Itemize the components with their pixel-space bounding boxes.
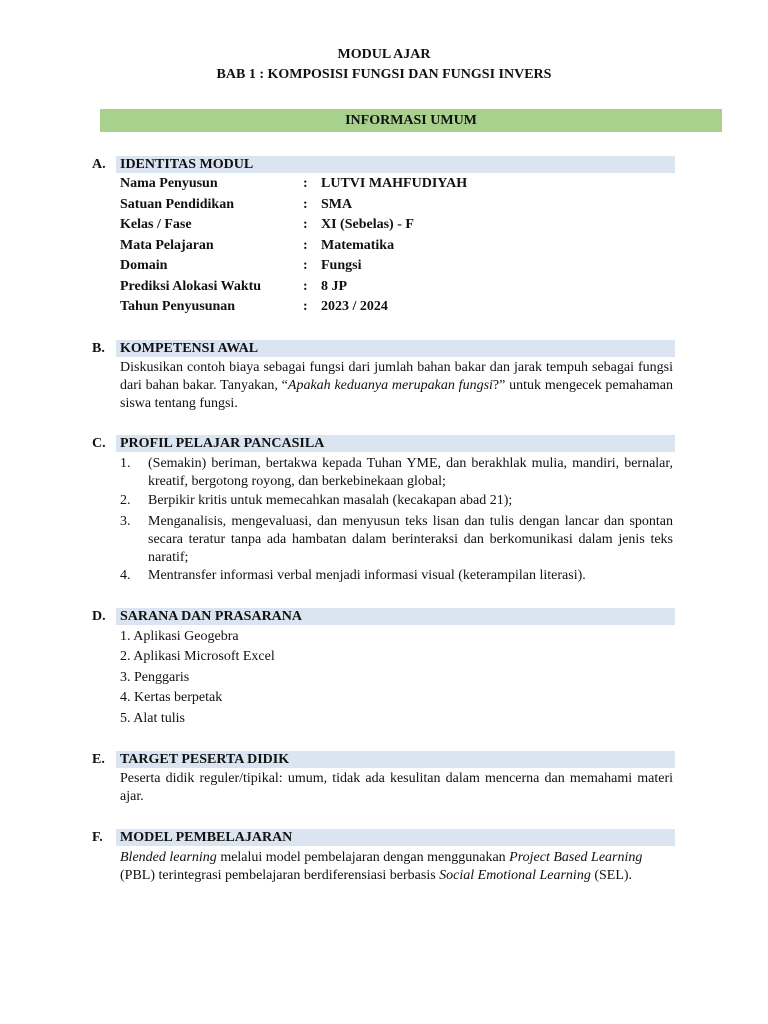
identity-label: Prediksi Alokasi Waktu [120, 279, 262, 294]
section-d-header [92, 608, 675, 625]
identity-row [120, 236, 680, 256]
identity-label: Mata Pelajaran [120, 238, 214, 253]
identity-value: 2023 / 2024 [321, 299, 388, 314]
list-number: 3. [120, 514, 131, 529]
list-text: Berpikir kritis untuk memecahkan masalah (kecakapan abad 21); [148, 493, 513, 508]
section-b-title: KOMPETENSI AWAL [120, 341, 259, 356]
section-b-letter: B. [92, 341, 105, 356]
section-c-title: PROFIL PELAJAR PANCASILA [120, 436, 325, 451]
identity-label: Satuan Pendidikan [120, 197, 234, 212]
identity-row [120, 256, 680, 276]
identity-colon: : [303, 238, 308, 253]
model-term: Social Emotional Learning [439, 868, 591, 883]
identity-row [120, 277, 680, 297]
identity-value: Matematika [321, 238, 395, 253]
list-text: Mentransfer informasi verbal menjadi informasi visual (keterampilan literasi). [148, 568, 586, 583]
learning-model-text [120, 849, 673, 885]
section-a-letter: A. [92, 157, 106, 172]
identity-row [120, 174, 680, 194]
identity-value: SMA [321, 197, 353, 212]
section-a-header [92, 156, 675, 173]
identity-label: Nama Penyusun [120, 176, 218, 191]
section-e-title: TARGET PESERTA DIDIK [120, 752, 290, 767]
facility-item: 1. Aplikasi Geogebra [120, 629, 239, 644]
section-f-letter: F. [92, 830, 103, 845]
facility-item: 5. Alat tulis [120, 711, 185, 726]
general-info-banner: INFORMASI UMUM [100, 109, 722, 132]
model-term: Project Based Learning [509, 850, 643, 865]
list-number: 2. [120, 493, 131, 508]
identity-row [120, 195, 680, 215]
model-term: Blended learning [120, 850, 217, 865]
identity-value: 8 JP [321, 279, 348, 294]
competence-text-start: Diskusikan contoh biaya sebagai fungsi dari jumlah bahan bakar dan jarak tempuh sebagai fungsi dari bahan bakar. Tanyakan, “ [120, 360, 673, 393]
module-title: MODUL AJAR [337, 47, 431, 62]
identity-row [120, 297, 680, 317]
list-text: Menganalisis, mengevaluasi, dan menyusun teks lisan dan tulis dengan lancar dan spontan secara teratur tanpa ada hambatan dalam berinteraksi dan berkomunikasi dalam jenis teks naratif; [148, 514, 673, 565]
identity-label: Domain [120, 258, 168, 273]
model-text: (SEL). [590, 868, 633, 883]
identity-row [120, 215, 680, 235]
target-learner-text: Peserta didik reguler/tipikal: umum, tidak ada kesulitan dalam mencerna dan memahami materi ajar. [120, 771, 673, 804]
section-a-title: IDENTITAS MODUL [120, 157, 254, 172]
competence-question: Apakah keduanya merupakan fungsi [287, 378, 493, 393]
model-text: (PBL) terintegrasi pembelajaran berdiferensiasi berbasis [120, 868, 440, 883]
identity-value: Fungsi [321, 258, 362, 273]
section-e-header [92, 751, 675, 768]
identity-value: XI (Sebelas) - F [321, 217, 414, 232]
chapter-title: BAB 1 : KOMPOSISI FUNGSI DAN FUNGSI INVERS [216, 67, 552, 82]
identity-colon: : [303, 279, 308, 294]
facility-item: 2. Aplikasi Microsoft Excel [120, 649, 275, 664]
section-d-letter: D. [92, 609, 106, 624]
identity-colon: : [303, 176, 308, 191]
section-e-letter: E. [92, 752, 105, 767]
competence-text-end: ?” untuk mengecek pemahaman siswa tentang fungsi. [120, 378, 674, 411]
identity-colon: : [303, 217, 308, 232]
facility-item: 4. Kertas berpetak [120, 690, 223, 705]
identity-value: LUTVI MAHFUDIYAH [321, 176, 468, 191]
identity-colon: : [303, 197, 308, 212]
list-text: (Semakin) beriman, bertakwa kepada Tuhan YME, dan berakhlak mulia, mandiri, bernalar, kreatif, bergotong royong, dan berkebinekaan global; [148, 456, 673, 489]
section-b-header [92, 340, 675, 357]
section-f-title: MODEL PEMBELAJARAN [120, 830, 293, 845]
list-number: 4. [120, 568, 131, 583]
identity-colon: : [303, 299, 308, 314]
section-c-header [92, 435, 675, 452]
identity-label: Tahun Penyusunan [120, 299, 236, 314]
list-number: 1. [120, 456, 131, 471]
identity-colon: : [303, 258, 308, 273]
initial-competence-text [120, 359, 673, 413]
identity-label: Kelas / Fase [120, 217, 192, 232]
model-text: melalui model pembelajaran dengan menggunakan [216, 850, 510, 865]
section-c-letter: C. [92, 436, 106, 451]
section-d-title: SARANA DAN PRASARANA [120, 609, 303, 624]
section-f-header [92, 829, 675, 846]
facility-item: 3. Penggaris [120, 670, 190, 685]
